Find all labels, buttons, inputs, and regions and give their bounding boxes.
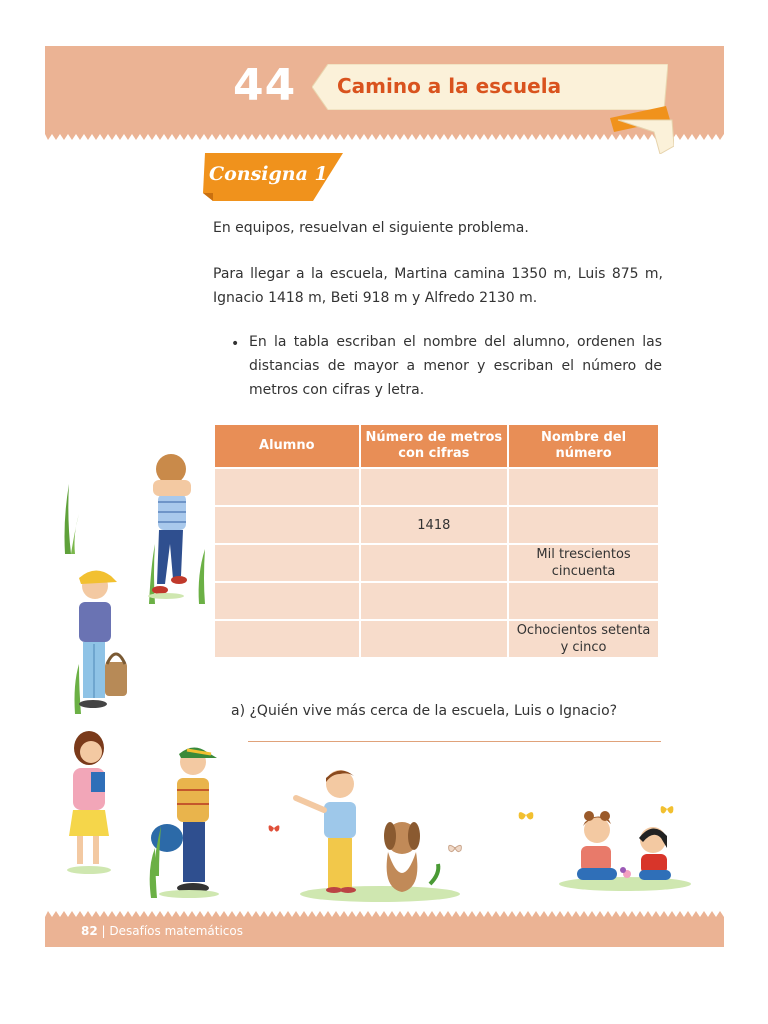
butterfly-icon (517, 808, 535, 822)
grass-illustration (149, 826, 165, 876)
table-cell[interactable] (360, 620, 509, 658)
footer-separator: | (101, 924, 110, 938)
boy-pointing-dog-illustration (290, 764, 465, 904)
table-cell[interactable] (214, 468, 360, 506)
header-alumno: Alumno (214, 424, 360, 468)
table-row (214, 620, 659, 658)
butterfly-icon (267, 822, 281, 834)
boy-cap-illustration (67, 564, 137, 714)
header-nombre-numero: Nombre del número (508, 424, 659, 468)
question-a: a) ¿Quién vive más cerca de la escuela, Luis o Ignacio? (231, 703, 618, 719)
table-cell[interactable] (508, 468, 659, 506)
table-cell[interactable] (360, 582, 509, 620)
header-metros-cifras: Número de metros con cifras (360, 424, 509, 468)
grass-illustration (59, 484, 79, 554)
problem-text: Para llegar a la escuela, Martina camina 1350 m, Luis 875 m, Ignacio 1418 m, Beti 918 m y Alfredo 2130 m. (213, 266, 663, 306)
table-cell[interactable] (214, 544, 360, 582)
butterfly-icon (447, 842, 463, 854)
ribbon-fold (610, 106, 674, 154)
footer-zigzag-edge (45, 911, 724, 919)
distances-table (213, 423, 660, 659)
table-row (214, 544, 659, 582)
table-header-row (214, 424, 659, 468)
textbook-page (45, 46, 724, 947)
instruction-text: En equipos, resuelvan el siguiente problema. (213, 220, 529, 236)
lesson-title: Camino a la escuela (337, 74, 562, 98)
footer-text (81, 924, 243, 938)
table-cell[interactable]: Ochocientos setenta y cinco (508, 620, 659, 658)
boy-backpack-illustration (141, 738, 231, 903)
table-cell[interactable] (214, 506, 360, 544)
table-cell[interactable] (360, 544, 509, 582)
table-cell[interactable] (508, 582, 659, 620)
bullet-text: En la tabla escriban el nombre del alumno, ordenen las distancias de mayor a menor y escriban el número de metros con cifras y letra. (249, 334, 662, 398)
table-cell[interactable] (360, 468, 509, 506)
table-row (214, 506, 659, 544)
kids-sitting-illustration (557, 808, 692, 893)
bullet-dot: • (231, 336, 240, 352)
table-cell[interactable] (214, 620, 360, 658)
boy-walking-illustration (141, 454, 211, 604)
consigna-label: Consigna 1 (209, 163, 328, 185)
answer-line[interactable] (248, 741, 661, 742)
book-title: Desafíos matemáticos (109, 924, 243, 938)
table-row (214, 468, 659, 506)
lesson-number: 44 (233, 60, 297, 111)
table-cell[interactable] (508, 506, 659, 544)
page-number: 82 (81, 924, 98, 938)
table-cell[interactable]: 1418 (360, 506, 509, 544)
table-cell[interactable]: Mil trescientos cincuenta (508, 544, 659, 582)
girl-book-illustration (59, 728, 129, 878)
table-cell[interactable] (214, 582, 360, 620)
table-row (214, 582, 659, 620)
